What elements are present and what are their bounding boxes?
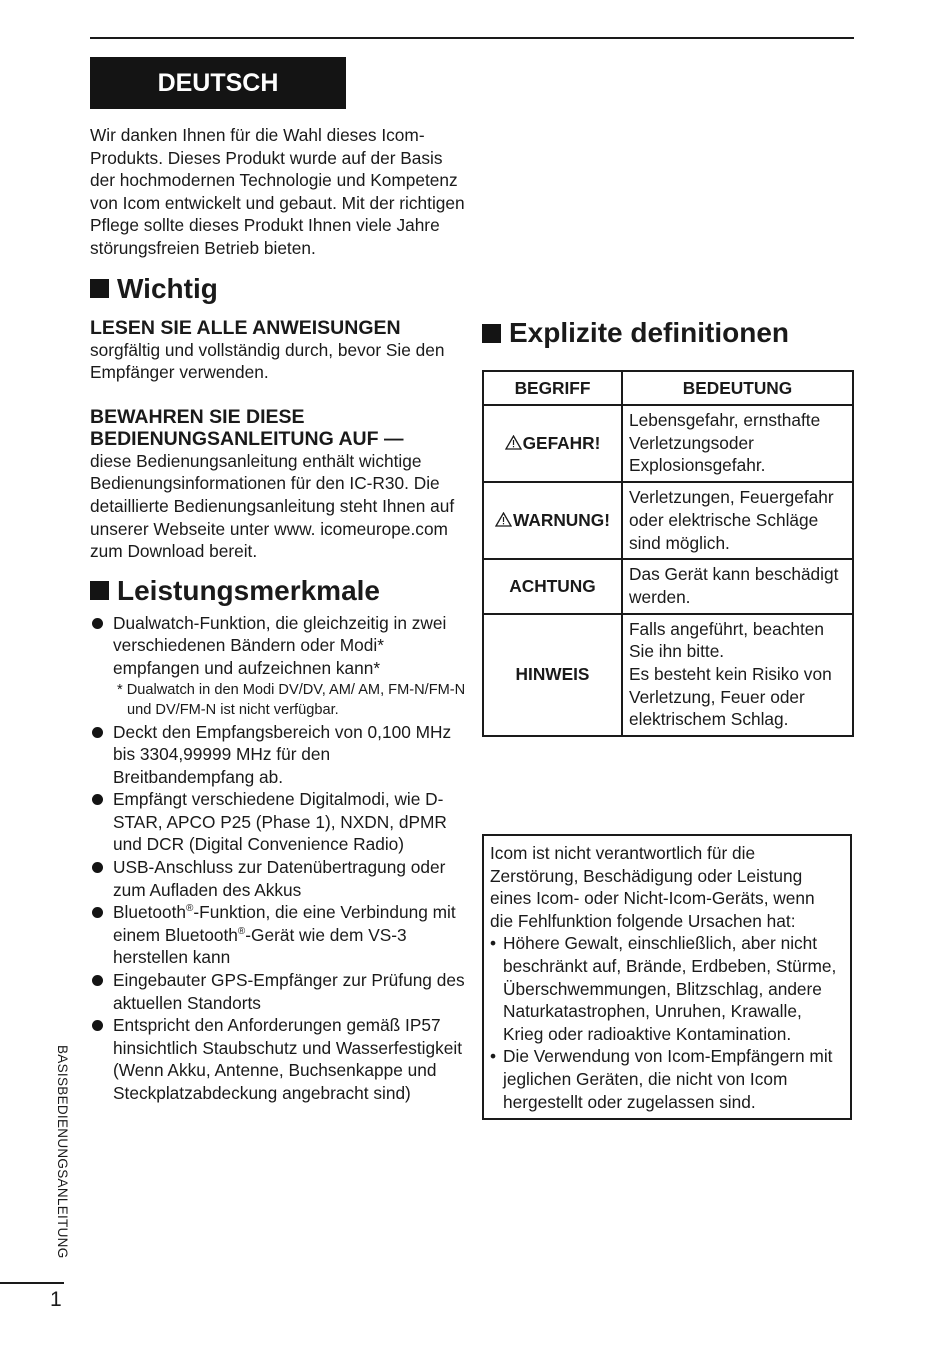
definitions-table bbox=[482, 370, 854, 737]
dualwatch-footnote: * Dualwatch in den Modi DV/DV, AM/ AM, FM-N/FM-N und DV/FM-N ist nicht verfügbar. bbox=[117, 681, 466, 718]
meaning-cell: Verletzungen, Feuergefahr oder elektrische Schläge sind möglich. bbox=[622, 482, 853, 559]
disclaimer-intro: Icom ist nicht verantwortlich für die Zerstörung, Beschädigung oder Leistung eines Icom- oder Nicht-Icom-Geräts, wenn die Fehlfunktion folgende Ursachen hat: bbox=[490, 843, 815, 931]
registered-mark: ® bbox=[237, 926, 246, 938]
right-column bbox=[482, 316, 854, 737]
definitions-heading-text: Explizite definitionen bbox=[509, 317, 790, 348]
list-item: USB-Anschluss zur Datenübertragung oder zum Aufladen des Akkus bbox=[90, 856, 470, 901]
disclaimer-list bbox=[490, 932, 842, 1113]
list-item: Empfängt verschiedene Digitalmodi, wie D-STAR, APCO P25 (Phase 1), NXDN, dPMR und DCR (Digital Convenience Radio) bbox=[90, 788, 470, 856]
term-cell: HINWEIS bbox=[483, 614, 622, 737]
column-header-term: BEGRIFF bbox=[483, 371, 622, 405]
square-bullet-icon bbox=[482, 324, 501, 343]
table-row bbox=[483, 614, 853, 737]
bullet-icon bbox=[92, 618, 103, 629]
list-item: • Höhere Gewalt, einschließlich, aber nicht beschränkt auf, Brände, Erdbeben, Stürme, Überschwemmungen, Blitzschlag, andere Naturkatastrophen, Unruhen, Krawalle, Krieg oder radioaktive Kontamination. bbox=[490, 932, 842, 1045]
list-item: Deckt den Empfangsbereich von 0,100 MHz bis 3304,99999 MHz für den Breitbandempfang ab. bbox=[90, 721, 470, 789]
warning-triangle-icon bbox=[505, 435, 522, 450]
bullet-icon bbox=[92, 862, 103, 873]
top-rule bbox=[90, 37, 854, 39]
meaning-cell: Falls angeführt, beachten Sie ihn bitte. Es besteht kein Risiko von Verletzung, Feuer oder elektrischem Schlag. bbox=[622, 614, 853, 737]
bullet-icon bbox=[92, 1020, 103, 1031]
square-bullet-icon bbox=[90, 581, 109, 600]
term-cell: GEFAHR! bbox=[483, 405, 622, 482]
registered-mark: ® bbox=[186, 903, 194, 915]
language-banner: DEUTSCH bbox=[90, 57, 346, 109]
keep-manual-subheading: BEWAHREN SIE DIESE BEDIENUNGSANLEITUNG AUF — bbox=[90, 405, 404, 450]
left-column bbox=[90, 124, 470, 1105]
bullet-icon bbox=[92, 794, 103, 805]
features-heading-text: Leistungsmerkmale bbox=[117, 574, 380, 606]
list-item: Dualwatch-Funktion, die gleichzeitig in zwei verschiedenen Bändern oder Modi* empfangen und aufzeichnen kann* bbox=[90, 612, 470, 680]
features-list-continued bbox=[90, 721, 470, 1105]
wichtig-heading bbox=[90, 272, 470, 306]
table-row bbox=[483, 405, 853, 482]
term-cell: WARNUNG! bbox=[483, 482, 622, 559]
side-section-label: BASISBEDIENUNGSANLEITUNG bbox=[55, 1045, 70, 1259]
list-item: Eingebauter GPS-Empfänger zur Prüfung des aktuellen Standorts bbox=[90, 969, 470, 1014]
meaning-cell: Lebensgefahr, ernsthafte Verletzungsoder Explosionsgefahr. bbox=[622, 405, 853, 482]
intro-paragraph: Wir danken Ihnen für die Wahl dieses Icom-Produkts. Dieses Produkt wurde auf der Basis der hochmodernen Technologie und Kompetenz von Icom entwickelt und gebaut. Mit der richtigen Pflege sollte dieses Produkt Ihnen viele Jahre störungsfreien Betrieb bieten. bbox=[90, 125, 465, 258]
bullet-icon bbox=[92, 727, 103, 738]
warning-triangle-icon bbox=[495, 512, 512, 527]
column-header-meaning: BEDEUTUNG bbox=[622, 371, 853, 405]
bullet-icon bbox=[92, 975, 103, 986]
table-header-row bbox=[483, 371, 853, 405]
term-cell: ACHTUNG bbox=[483, 559, 622, 613]
features-list bbox=[90, 612, 470, 680]
keep-manual-text: diese Bedienungsanleitung enthält wichtige Bedienungsinformationen für den IC-R30. Die detaillierte Bedienungsanleitung steht Ihnen auf unserer Webseite unter www. icomeurope.com zum Download bereit. bbox=[90, 450, 455, 562]
table-row bbox=[483, 559, 853, 613]
table-row bbox=[483, 482, 853, 559]
square-bullet-icon bbox=[90, 279, 109, 298]
features-heading bbox=[90, 574, 470, 608]
wichtig-heading-text: Wichtig bbox=[117, 272, 218, 304]
definitions-heading bbox=[482, 316, 854, 350]
list-item: • Die Verwendung von Icom-Empfängern mit jeglichen Geräten, die nicht von Icom hergestellt oder zugelassen sind. bbox=[490, 1045, 842, 1113]
list-item: Bluetooth®-Funktion, die eine Verbindung mit einem Bluetooth®-Gerät wie dem VS-3 herstellen kann bbox=[90, 901, 470, 969]
page-number: 1 bbox=[50, 1288, 62, 1311]
read-instructions-text: sorgfältig und vollständig durch, bevor Sie den Empfänger verwenden. bbox=[90, 339, 445, 383]
list-item: Entspricht den Anforderungen gemäß IP57 hinsichtlich Staubschutz und Wasserfestigkeit (Wenn Akku, Antenne, Buchsenkappe und Steckplatzabdeckung angebracht sind) bbox=[90, 1014, 470, 1104]
page-number-rule bbox=[0, 1282, 64, 1284]
meaning-cell: Das Gerät kann beschädigt werden. bbox=[622, 559, 853, 613]
bullet-icon bbox=[92, 907, 103, 918]
disclaimer-box bbox=[482, 834, 852, 1120]
read-instructions-subheading: LESEN SIE ALLE ANWEISUNGEN bbox=[90, 316, 401, 339]
